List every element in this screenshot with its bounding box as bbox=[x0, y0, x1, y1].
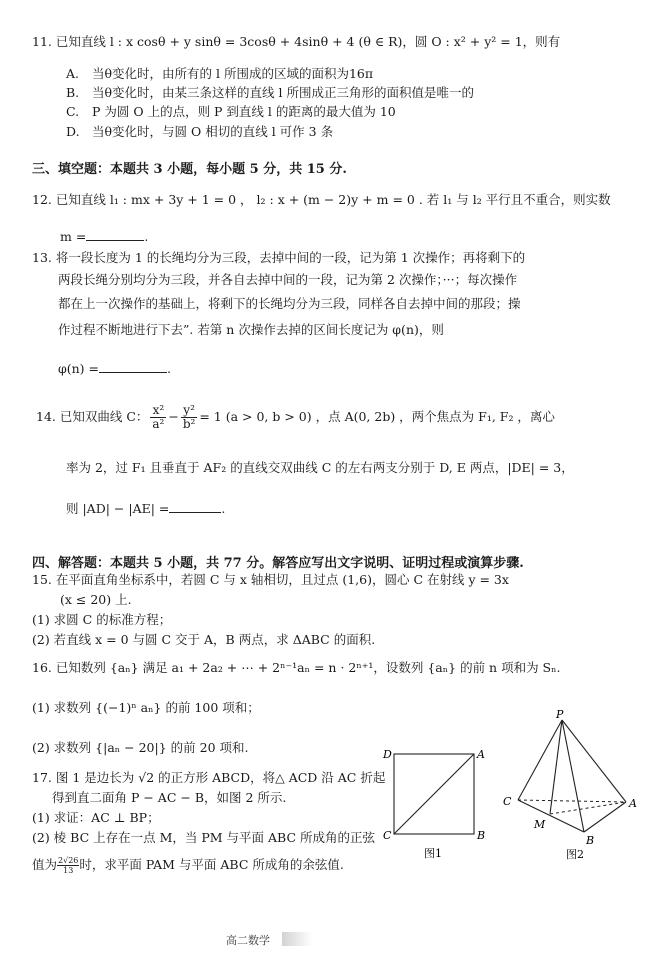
q13-line2: 两段长绳分别均分为三段，并各自去掉中间的一段，记为第 2 次操作；···；每次操作 bbox=[58, 272, 518, 287]
q17-sine-fraction bbox=[57, 856, 79, 875]
q13-answer-prefix: φ(n) = bbox=[58, 361, 100, 376]
q14-pre: 14. 已知双曲线 C： bbox=[36, 409, 149, 424]
footer-text: 高二数学 bbox=[226, 934, 270, 947]
q14-line2: 率为 2，过 F₁ 且垂直于 AF₂ 的直线交双曲线 C 的左右两支分别于 D, E 两点，|DE| = 3， bbox=[66, 460, 574, 475]
q11-stem: 11. 已知直线 l : x cosθ + y sinθ = 3cosθ + 4sinθ + 4 (θ ∈ R)，圆 O : x² + y² = 1，则有 bbox=[32, 34, 561, 49]
q17-line1: 17. 图 1 是边长为 √2 的正方形 ABCD，将△ ACD 沿 AC 折起 bbox=[32, 770, 386, 785]
fig1-label-c: C bbox=[383, 829, 392, 842]
q12-answer-prefix: m = bbox=[60, 229, 87, 244]
q12-line1: 12. 已知直线 l₁ : mx + 3y + 1 = 0 ， l₂ : x + (m − 2)y + m = 0 . 若 l₁ 与 l₂ 平行且不重合，则实数 bbox=[32, 192, 611, 207]
q11-option-b bbox=[66, 83, 474, 101]
q11-option-b-text: 当θ变化时，由某三条这样的直线 l 所围成正三角形的面积值是唯一的 bbox=[92, 85, 474, 100]
figure-1-square bbox=[380, 744, 490, 862]
fig2-caption: 图2 bbox=[566, 848, 584, 861]
q11-option-a-label: A. bbox=[66, 66, 80, 81]
footer-fade bbox=[282, 932, 312, 946]
q14-frac-x-den: a² bbox=[152, 417, 165, 431]
q11-option-a-text: 当θ变化时，由所有的 l 所围成的区域的面积为16π bbox=[92, 66, 374, 81]
fig2-edge-pm bbox=[550, 720, 562, 814]
q16-line1: 16. 已知数列 {aₙ} 满足 a₁ + 2a₂ + ⋯ + 2ⁿ⁻¹aₙ = n · 2ⁿ⁺¹，设数列 {aₙ} 的前 n 项和为 Sₙ. bbox=[32, 660, 561, 675]
q14-post: = 1 (a > 0, b > 0) ，点 A(0, 2b) ，两个焦点为 F₁, F₂ ，离心 bbox=[199, 409, 555, 424]
q11-option-c bbox=[66, 102, 396, 120]
q11-option-d-label: D. bbox=[66, 124, 80, 139]
q13-line3: 都在上一次操作的基础上，将剩下的长绳均分为三段，同样各自去掉中间的那段；操 bbox=[58, 296, 521, 311]
q11-option-d-text: 当θ变化时，与圆 O 相切的直线 l 可作 3 条 bbox=[92, 124, 334, 139]
q14-frac-x-num: x² bbox=[150, 404, 166, 418]
fig2-edge-pb bbox=[562, 720, 584, 832]
q17-sine-fraction-num: 2√26 bbox=[58, 856, 79, 865]
q17-sub2: (2) 棱 BC 上存在一点 M，当 PM 与平面 ABC 所成角的正弦 bbox=[32, 830, 375, 845]
q11-option-b-label: B. bbox=[66, 85, 80, 100]
figure-2-tetrahedron bbox=[500, 708, 642, 864]
q13-blank[interactable] bbox=[99, 360, 167, 373]
q17-sub1: (1) 求证：AC ⊥ BP； bbox=[32, 810, 160, 825]
q11-option-c-text: P 为圆 O 上的点，则 P 到直线 l 的距离的最大值为 10 bbox=[92, 104, 396, 119]
q14-frac-y-num: y² bbox=[181, 404, 198, 418]
fig1-caption: 图1 bbox=[424, 847, 442, 860]
q14-frac-x bbox=[150, 404, 166, 431]
q14-frac-y bbox=[181, 404, 198, 431]
section4-title: 四、解答题：本题共 5 小题，共 77 分。解答应写出文字说明、证明过程或演算步骤. bbox=[32, 556, 524, 571]
q15-line1: 15. 在平面直角坐标系中，若圆 C 与 x 轴相切，且过点 (1,6)，圆心 C 在射线 y = 3x bbox=[32, 572, 509, 587]
fig2-label-b: B bbox=[586, 834, 595, 847]
q17-line5 bbox=[32, 854, 344, 880]
q16-sub1: (1) 求数列 {(−1)ⁿ aₙ} 的前 100 项和； bbox=[32, 700, 260, 715]
q14-answer-line: 则 |AD| − |AE| = . bbox=[66, 501, 226, 516]
q12-answer-line: m = . bbox=[60, 229, 149, 244]
fig2-label-p: P bbox=[556, 708, 564, 721]
fig2-edge-pc bbox=[518, 720, 562, 800]
q13-line4: 作过程不断地进行下去”. 若第 n 次操作去掉的区间长度记为 φ(n)，则 bbox=[58, 322, 444, 337]
q14-minus: − bbox=[168, 409, 179, 424]
fig2-label-a: A bbox=[629, 797, 637, 810]
q17-line5-post: 时，求平面 PAM 与平面 ABC 所成角的余弦值. bbox=[79, 857, 344, 872]
fig1-label-b: B bbox=[477, 829, 486, 842]
q14-blank[interactable] bbox=[169, 500, 221, 513]
q12-blank[interactable] bbox=[86, 228, 144, 241]
q14-line1 bbox=[36, 402, 555, 438]
q13-line1: 13. 将一段长度为 1 的长绳均分为三段，去掉中间的一段，记为第 1 次操作；再将剩下的 bbox=[32, 250, 526, 265]
fig1-label-a: A bbox=[477, 748, 485, 761]
fig2-label-m: M bbox=[534, 818, 546, 831]
q13-answer-line: φ(n) = . bbox=[58, 361, 171, 376]
fig2-edge-ca-hidden bbox=[518, 800, 626, 802]
q11-option-c-label: C. bbox=[66, 104, 80, 119]
fig2-edge-ma-hidden bbox=[550, 802, 626, 814]
q11-option-d bbox=[66, 122, 333, 140]
fig1-label-d: D bbox=[383, 748, 392, 761]
q17-line2: 得到直二面角 P − AC − B，如图 2 所示. bbox=[52, 790, 287, 805]
q17-line5-pre: 值为 bbox=[32, 857, 58, 872]
fig2-edge-pa bbox=[562, 720, 626, 802]
section3-title: 三、填空题：本题共 3 小题，每小题 5 分，共 15 分. bbox=[32, 162, 347, 177]
fig2-edge-ba bbox=[584, 802, 626, 832]
q15-sub1: (1) 求圆 C 的标准方程； bbox=[32, 612, 172, 627]
q17-sine-fraction-den: 13 bbox=[63, 866, 74, 875]
q15-sub2: (2) 若直线 x = 0 与圆 C 交于 A，B 两点，求 ΔABC 的面积. bbox=[32, 632, 376, 647]
q14-frac-y-den: b² bbox=[182, 417, 196, 431]
q14-answer-prefix: 则 |AD| − |AE| = bbox=[66, 501, 170, 516]
fig2-label-c: C bbox=[503, 795, 512, 808]
q11-option-a bbox=[66, 64, 373, 82]
fig1-diagonal-ca bbox=[394, 754, 474, 834]
q16-sub2: (2) 求数列 {|aₙ − 20|} 的前 20 项和. bbox=[32, 740, 249, 755]
q15-line2: (x ≤ 20) 上. bbox=[60, 592, 132, 607]
